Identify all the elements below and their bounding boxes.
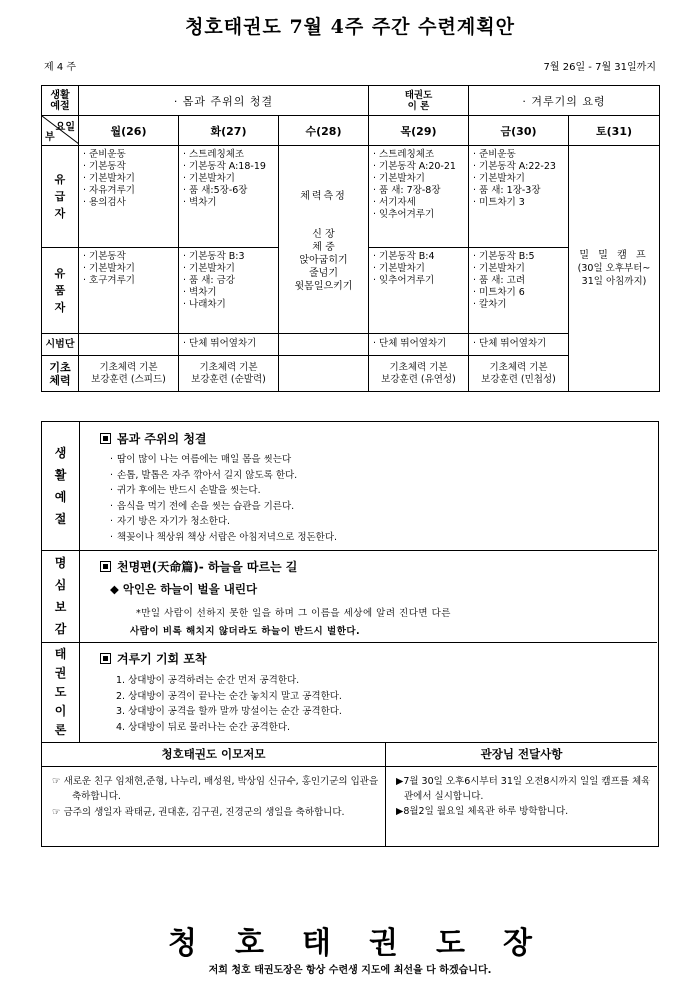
list-item: · 땀이 많이 나는 여름에는 매일 몸을 씻는다 (110, 452, 651, 468)
list-item: · 자기 방은 자기가 청소한다. (110, 514, 651, 530)
schedule-line: · 기본동작 B:5 (473, 251, 535, 262)
page-title: 청호태권도 7월 4주 주간 수련계획안 (185, 16, 515, 38)
corner-day-label: 요일 (55, 122, 75, 133)
bottom-section (42, 742, 657, 846)
schedule-line: · 잊추어겨루기 (373, 275, 435, 286)
day-fri: 금(30) (469, 116, 569, 146)
schedule-line: 기초체력 기본 (199, 361, 258, 373)
theory-section (42, 642, 657, 743)
square-bullet-icon (100, 561, 111, 572)
tkd-theory-topic: · 겨루기의 요령 (469, 86, 660, 116)
period-label: 7월 26일 - 7월 31일까지 (543, 62, 656, 73)
life-list (110, 452, 651, 545)
corner-group-label: 부 (45, 132, 55, 143)
cell-wed-fitness (279, 146, 369, 334)
schedule-line: 윗몸일으키기 (294, 280, 353, 292)
schedule-line: · 기본동작 A:22-23 (473, 161, 556, 172)
notice-heading: 관장님 전달사항 (386, 742, 657, 767)
cell-yugeup-fri (469, 146, 569, 248)
schedule-line: · 단체 뛰어옆차기 (183, 338, 257, 349)
cell-basic-mon (79, 356, 179, 392)
triangle-right-icon: ▶ (396, 776, 404, 787)
schedule-line: · 벽차기 (183, 287, 217, 298)
square-bullet-icon (100, 653, 111, 664)
schedule-line: · 기본동작 (83, 251, 126, 262)
cell-demo-fri (469, 334, 569, 356)
cell-demo-wed (279, 334, 369, 356)
life-manners-topic: · 몸과 주위의 청결 (79, 86, 369, 116)
schedule-line: 앉아굽히기 (299, 254, 348, 266)
day-sat: 토(31) (569, 116, 660, 146)
schedule-line: · 기본발차기 (183, 173, 235, 184)
schedule-line: · 기본발차기 (83, 173, 135, 184)
mind-section-label: 명 심 보 감 (42, 550, 80, 642)
cell-basic-wed (279, 356, 369, 392)
schedule-line: · 품 새: 1장-3장 (473, 185, 541, 196)
cell-demo-tue (179, 334, 279, 356)
schedule-line: · 품 새:5장-6장 (183, 185, 248, 196)
theory-heading: 겨루기 기회 포착 (117, 652, 207, 666)
schedule-line: 보강훈련 (순발력) (191, 373, 266, 385)
schedule-line: · 기본발차기 (83, 263, 135, 274)
schedule-line: · 호구겨루기 (83, 275, 135, 286)
news-item: ☞ 금주의 생일자 곽태균, 권대훈, 김구권, 진경군의 생일을 축하합니다. (52, 807, 345, 818)
schedule-line: 보강훈련 (민첩성) (481, 373, 556, 385)
schedule-line: 기초체력 기본 (389, 361, 448, 373)
schedule-line: · 기본발차기 (373, 173, 425, 184)
cell-demo-thu (369, 334, 469, 356)
cell-demo-mon (79, 334, 179, 356)
schedule-line: 체 중 (312, 241, 335, 253)
schedule-line: · 서기자세 (373, 197, 416, 208)
day-thu: 목(29) (369, 116, 469, 146)
corner-cell (42, 116, 79, 146)
triangle-right-icon: ▶ (396, 806, 404, 817)
list-item: · 귀가 후에는 반드시 손발을 씻는다. (110, 483, 651, 499)
news-item: ☞ 새로운 친구 임채현,준형, 나누리, 배성원, 박상임 신규수, 홍인기군의 입관을 축하합니다. (52, 776, 379, 802)
footer-motto: 저희 청호 태권도장은 항상 수련생 지도에 최선을 다 하겠습니다. (208, 965, 492, 976)
mind-note: *만일 사람이 선하지 못한 일을 하며 그 이름을 세상에 알려 진다면 다른 사람이 비록 해치지 않더라도 하늘이 반드시 벌한다. (130, 608, 451, 637)
schedule-line: · 기본동작 A:20-21 (373, 161, 456, 172)
schedule-line: · 기본발차기 (183, 263, 235, 274)
schedule-line: · 나래차기 (183, 299, 226, 310)
schedule-line: · 기본동작 A:18-19 (183, 161, 266, 172)
schedule-line: 신 장 (312, 228, 335, 240)
mind-section (42, 550, 657, 643)
sat-camp-time-2: 31일 아침까지) (581, 276, 647, 287)
schedule-line: · 기본동작 B:4 (373, 251, 435, 262)
schedule-line: · 자유겨루기 (83, 185, 135, 196)
theory-list (116, 673, 651, 735)
row-label-demo: 시범단 (42, 334, 79, 356)
row-label-basic: 기초 체력 (42, 356, 79, 392)
list-item: · 책꽂이나 책상위 책상 서랍은 아침저녁으로 정돈한다. (110, 530, 651, 546)
cell-yupum-thu (369, 248, 469, 334)
square-bullet-icon (100, 433, 111, 444)
notice-item: ▶7월 30일 오후6시부터 31일 오전8시까지 일일 캠프를 체육관에서 실시합니다. (396, 776, 651, 802)
sat-camp-title: 밀 밀 캠 프 (579, 250, 649, 261)
schedule-line: 기초체력 기본 (489, 361, 548, 373)
schedule-line: · 잊추어겨루기 (373, 209, 435, 220)
life-section-label: 생 활 예 절 (42, 422, 80, 550)
notice-list (396, 774, 651, 819)
sat-camp-time-1: (30일 오후부터~ (577, 263, 651, 274)
mind-heading: 천명편(天命篇)- 하늘을 따르는 길 (117, 560, 298, 574)
diamond-icon: ◆ (110, 582, 123, 596)
schedule-line: · 기본동작 (83, 161, 126, 172)
notice-item: ▶8월2일 월요일 체육관 하루 방학합니다. (396, 806, 569, 817)
schedule-line: 줄넘기 (309, 267, 338, 279)
schedule-line: · 기본발차기 (373, 263, 425, 274)
tkd-theory-header: 태권도 이 론 (369, 86, 469, 116)
schedule-line: · 품 새: 7장-8장 (373, 185, 441, 196)
news-list (52, 774, 382, 821)
schedule-line: · 기본발차기 (473, 263, 525, 274)
cell-basic-tue (179, 356, 279, 392)
mind-sub: ◆ 악인은 하늘이 벌을 내린다 (110, 582, 258, 596)
cell-yugeup-mon (79, 146, 179, 248)
schedule-line: · 스트레칭체조 (183, 149, 245, 160)
schedule-line: · 품 새: 금강 (183, 275, 235, 286)
schedule-line: · 기본동작 B:3 (183, 251, 245, 262)
pointing-hand-icon: ☞ (52, 807, 61, 818)
schedule-line: 보강훈련 (스피드) (91, 373, 166, 385)
schedule-line: · 준비운동 (473, 149, 516, 160)
day-tue: 화(27) (179, 116, 279, 146)
cell-yugeup-thu (369, 146, 469, 248)
wed-fitness-title: 체력측정 (300, 190, 347, 202)
list-item: 2. 상대방이 공격이 끝나는 순간 놓치지 말고 공격한다. (116, 690, 342, 702)
list-item: 4. 상대방이 뒤로 물러나는 순간 공격한다. (116, 721, 291, 733)
cell-basic-thu (369, 356, 469, 392)
schedule-line: · 기본발차기 (473, 173, 525, 184)
day-mon: 월(26) (79, 116, 179, 146)
list-item: 3. 상대방이 공격을 할까 말까 망설이는 순간 공격한다. (116, 706, 342, 717)
day-wed: 수(28) (279, 116, 369, 146)
life-heading: 몸과 주위의 청결 (117, 432, 207, 446)
schedule-line: · 품 새: 고려 (473, 275, 526, 286)
pointing-hand-icon: ☞ (52, 776, 61, 787)
schedule-line: 보강훈련 (유연성) (381, 373, 456, 385)
cell-yupum-fri (469, 248, 569, 334)
schedule-table (41, 85, 660, 392)
schedule-line: · 단체 뛰어옆차기 (373, 338, 447, 349)
schedule-line: 기초체력 기본 (99, 361, 158, 373)
footer-dojang-name: 청호태권도장 (168, 926, 570, 961)
life-manners-header: 생활 예절 (42, 86, 79, 116)
cell-basic-fri (469, 356, 569, 392)
cell-yupum-tue (179, 248, 279, 334)
cell-sat-camp (569, 146, 660, 392)
cell-yugeup-tue (179, 146, 279, 248)
life-section (42, 422, 657, 551)
wed-fitness-items (279, 228, 368, 293)
list-item: · 음식을 먹기 전에 손을 씻는 습관을 기른다. (110, 499, 651, 515)
schedule-line: · 용의검사 (83, 197, 126, 208)
cell-yupum-mon (79, 248, 179, 334)
week-label: 제 4 주 (44, 62, 77, 73)
schedule-line: · 준비운동 (83, 149, 126, 160)
info-box (41, 421, 659, 847)
schedule-line: · 단체 뛰어옆차기 (473, 338, 547, 349)
schedule-line: · 벽차기 (183, 197, 217, 208)
schedule-line: · 칼차기 (473, 299, 507, 310)
schedule-line: · 미트차기 6 (473, 287, 525, 298)
schedule-line: · 스트레칭체조 (373, 149, 435, 160)
list-item: 1. 상대방이 공격하려는 순간 먼저 공격한다. (116, 675, 300, 686)
row-label-yugeup: 유 급 자 (42, 146, 79, 248)
news-heading: 청호태권도 이모저모 (42, 742, 386, 767)
list-item: · 손톱, 발톱은 자주 깎아서 길지 않도록 한다. (110, 468, 651, 484)
theory-section-label: 태 권 도 이 론 (42, 642, 80, 742)
row-label-yupum: 유 품 자 (42, 248, 79, 334)
schedule-line: · 미트차기 3 (473, 197, 525, 208)
